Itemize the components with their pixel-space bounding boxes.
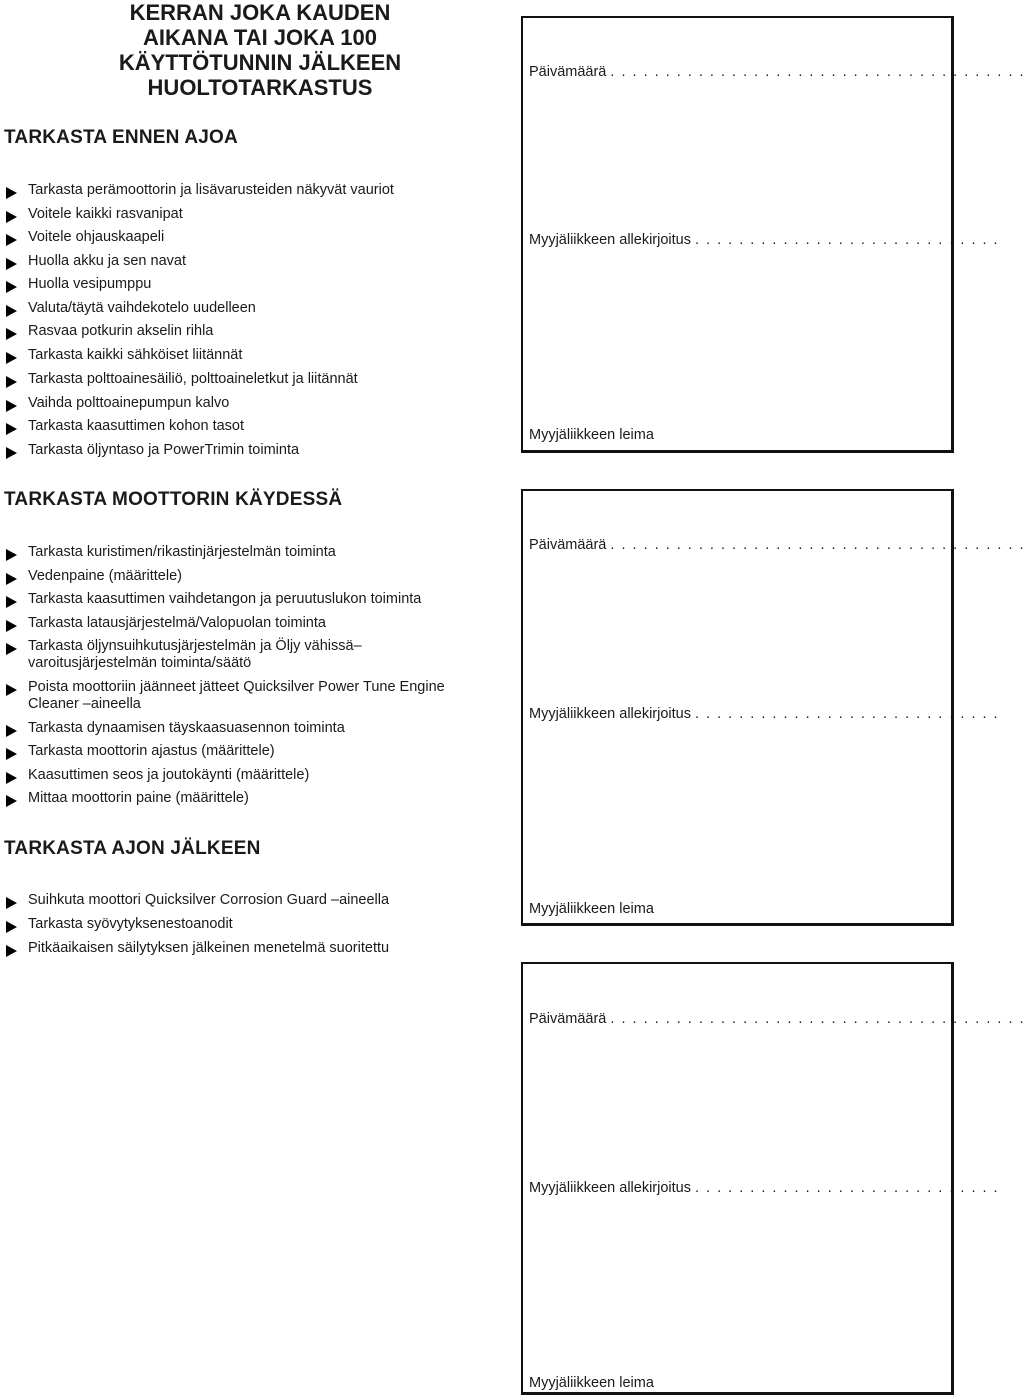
checklist-item: Vedenpaine (määrittele) <box>28 568 498 585</box>
arrow-bullet-icon <box>6 795 17 807</box>
checklist-item: Pitkäaikaisen säilytyksen jälkeinen menetelmä suoritettu <box>28 940 498 957</box>
arrow-bullet-icon <box>6 897 17 909</box>
arrow-bullet-icon <box>6 684 17 696</box>
checklist-item: Kaasuttimen seos ja joutokäynti (määrittele) <box>28 767 498 784</box>
arrow-bullet-icon <box>6 187 17 199</box>
arrow-bullet-icon <box>6 281 17 293</box>
section-heading-after-ride: TARKASTA AJON JÄLKEEN <box>4 838 261 859</box>
arrow-bullet-icon <box>6 376 17 388</box>
title-line: KERRAN JOKA KAUDEN <box>129 0 391 25</box>
checklist-item: Poista moottoriin jäänneet jätteet Quicksilver Power Tune Engine Cleaner –aineella <box>28 679 478 713</box>
stamp-label: Myyjäliikkeen leima <box>529 1375 654 1391</box>
arrow-bullet-icon <box>6 211 17 223</box>
checklist-item: Tarkasta kaasuttimen kohon tasot <box>28 418 498 435</box>
checklist-item: Rasvaa potkurin akselin rihla <box>28 323 498 340</box>
checklist-item: Voitele kaikki rasvanipat <box>28 206 498 223</box>
section-heading-engine-running: TARKASTA MOOTTORIN KÄYDESSÄ <box>4 489 343 510</box>
checklist-item: Huolla akku ja sen navat <box>28 253 498 270</box>
arrow-bullet-icon <box>6 945 17 957</box>
checklist-item: Suihkuta moottori Quicksilver Corrosion Guard –aineella <box>28 892 498 909</box>
arrow-bullet-icon <box>6 447 17 459</box>
checklist-item: Tarkasta dynaamisen täyskaasuasennon toiminta <box>28 720 498 737</box>
arrow-bullet-icon <box>6 352 17 364</box>
checklist-item: Valuta/täytä vaihdekotelo uudelleen <box>28 300 498 317</box>
title-line: KÄYTTÖTUNNIN JÄLKEEN <box>118 50 402 75</box>
checklist-item: Tarkasta perämoottorin ja lisävarusteiden näkyvät vauriot <box>28 182 498 199</box>
checklist-item: Tarkasta moottorin ajastus (määrittele) <box>28 743 498 760</box>
checklist-item: Voitele ohjauskaapeli <box>28 229 498 246</box>
title-line: AIKANA TAI JOKA 100 <box>143 25 377 50</box>
arrow-bullet-icon <box>6 772 17 784</box>
arrow-bullet-icon <box>6 328 17 340</box>
arrow-bullet-icon <box>6 258 17 270</box>
checklist-item: Tarkasta kaasuttimen vaihdetangon ja peruutuslukon toiminta <box>28 591 498 608</box>
checklist-item: Tarkasta öljynsuihkutusjärjestelmän ja Öljy vähissä–varoitusjärjestelmän toiminta/säätö <box>28 638 408 672</box>
date-field[interactable]: Päivämäärä . . . . . . . . . . . . . . . . . . . . . . . . . . . . . . . . . . . . . . <box>529 64 1025 80</box>
signature-field[interactable]: Myyjäliikkeen allekirjoitus . . . . . . . . . . . . . . . . . . . . . . . . . . . . <box>529 232 1000 248</box>
checklist-item: Tarkasta kuristimen/rikastinjärjestelmän toiminta <box>28 544 498 561</box>
signature-field[interactable]: Myyjäliikkeen allekirjoitus . . . . . . . . . . . . . . . . . . . . . . . . . . . . <box>529 1180 1000 1196</box>
stamp-label: Myyjäliikkeen leima <box>529 901 654 917</box>
checklist-item: Tarkasta latausjärjestelmä/Valopuolan toiminta <box>28 615 498 632</box>
checklist-item: Vaihda polttoainepumpun kalvo <box>28 395 498 412</box>
title-line: HUOLTOTARKASTUS <box>147 75 373 100</box>
arrow-bullet-icon <box>6 234 17 246</box>
arrow-bullet-icon <box>6 573 17 585</box>
checklist-item: Tarkasta syövytyksenestoanodit <box>28 916 498 933</box>
page-title <box>40 0 480 100</box>
arrow-bullet-icon <box>6 748 17 760</box>
arrow-bullet-icon <box>6 400 17 412</box>
checklist-item: Mittaa moottorin paine (määrittele) <box>28 790 498 807</box>
arrow-bullet-icon <box>6 305 17 317</box>
arrow-bullet-icon <box>6 725 17 737</box>
arrow-bullet-icon <box>6 596 17 608</box>
stamp-label: Myyjäliikkeen leima <box>529 427 654 443</box>
arrow-bullet-icon <box>6 921 17 933</box>
checklist-item: Tarkasta öljyntaso ja PowerTrimin toiminta <box>28 442 498 459</box>
checklist-item: Tarkasta kaikki sähköiset liitännät <box>28 347 498 364</box>
arrow-bullet-icon <box>6 643 17 655</box>
checklist-item: Huolla vesipumppu <box>28 276 498 293</box>
arrow-bullet-icon <box>6 423 17 435</box>
signature-field[interactable]: Myyjäliikkeen allekirjoitus . . . . . . . . . . . . . . . . . . . . . . . . . . . . <box>529 706 1000 722</box>
date-field[interactable]: Päivämäärä . . . . . . . . . . . . . . . . . . . . . . . . . . . . . . . . . . . . . . <box>529 1011 1025 1027</box>
date-field[interactable]: Päivämäärä . . . . . . . . . . . . . . . . . . . . . . . . . . . . . . . . . . . . . . <box>529 537 1025 553</box>
section-heading-before-ride: TARKASTA ENNEN AJOA <box>4 127 238 148</box>
checklist-item: Tarkasta polttoainesäiliö, polttoaineletkut ja liitännät <box>28 371 498 388</box>
arrow-bullet-icon <box>6 549 17 561</box>
arrow-bullet-icon <box>6 620 17 632</box>
